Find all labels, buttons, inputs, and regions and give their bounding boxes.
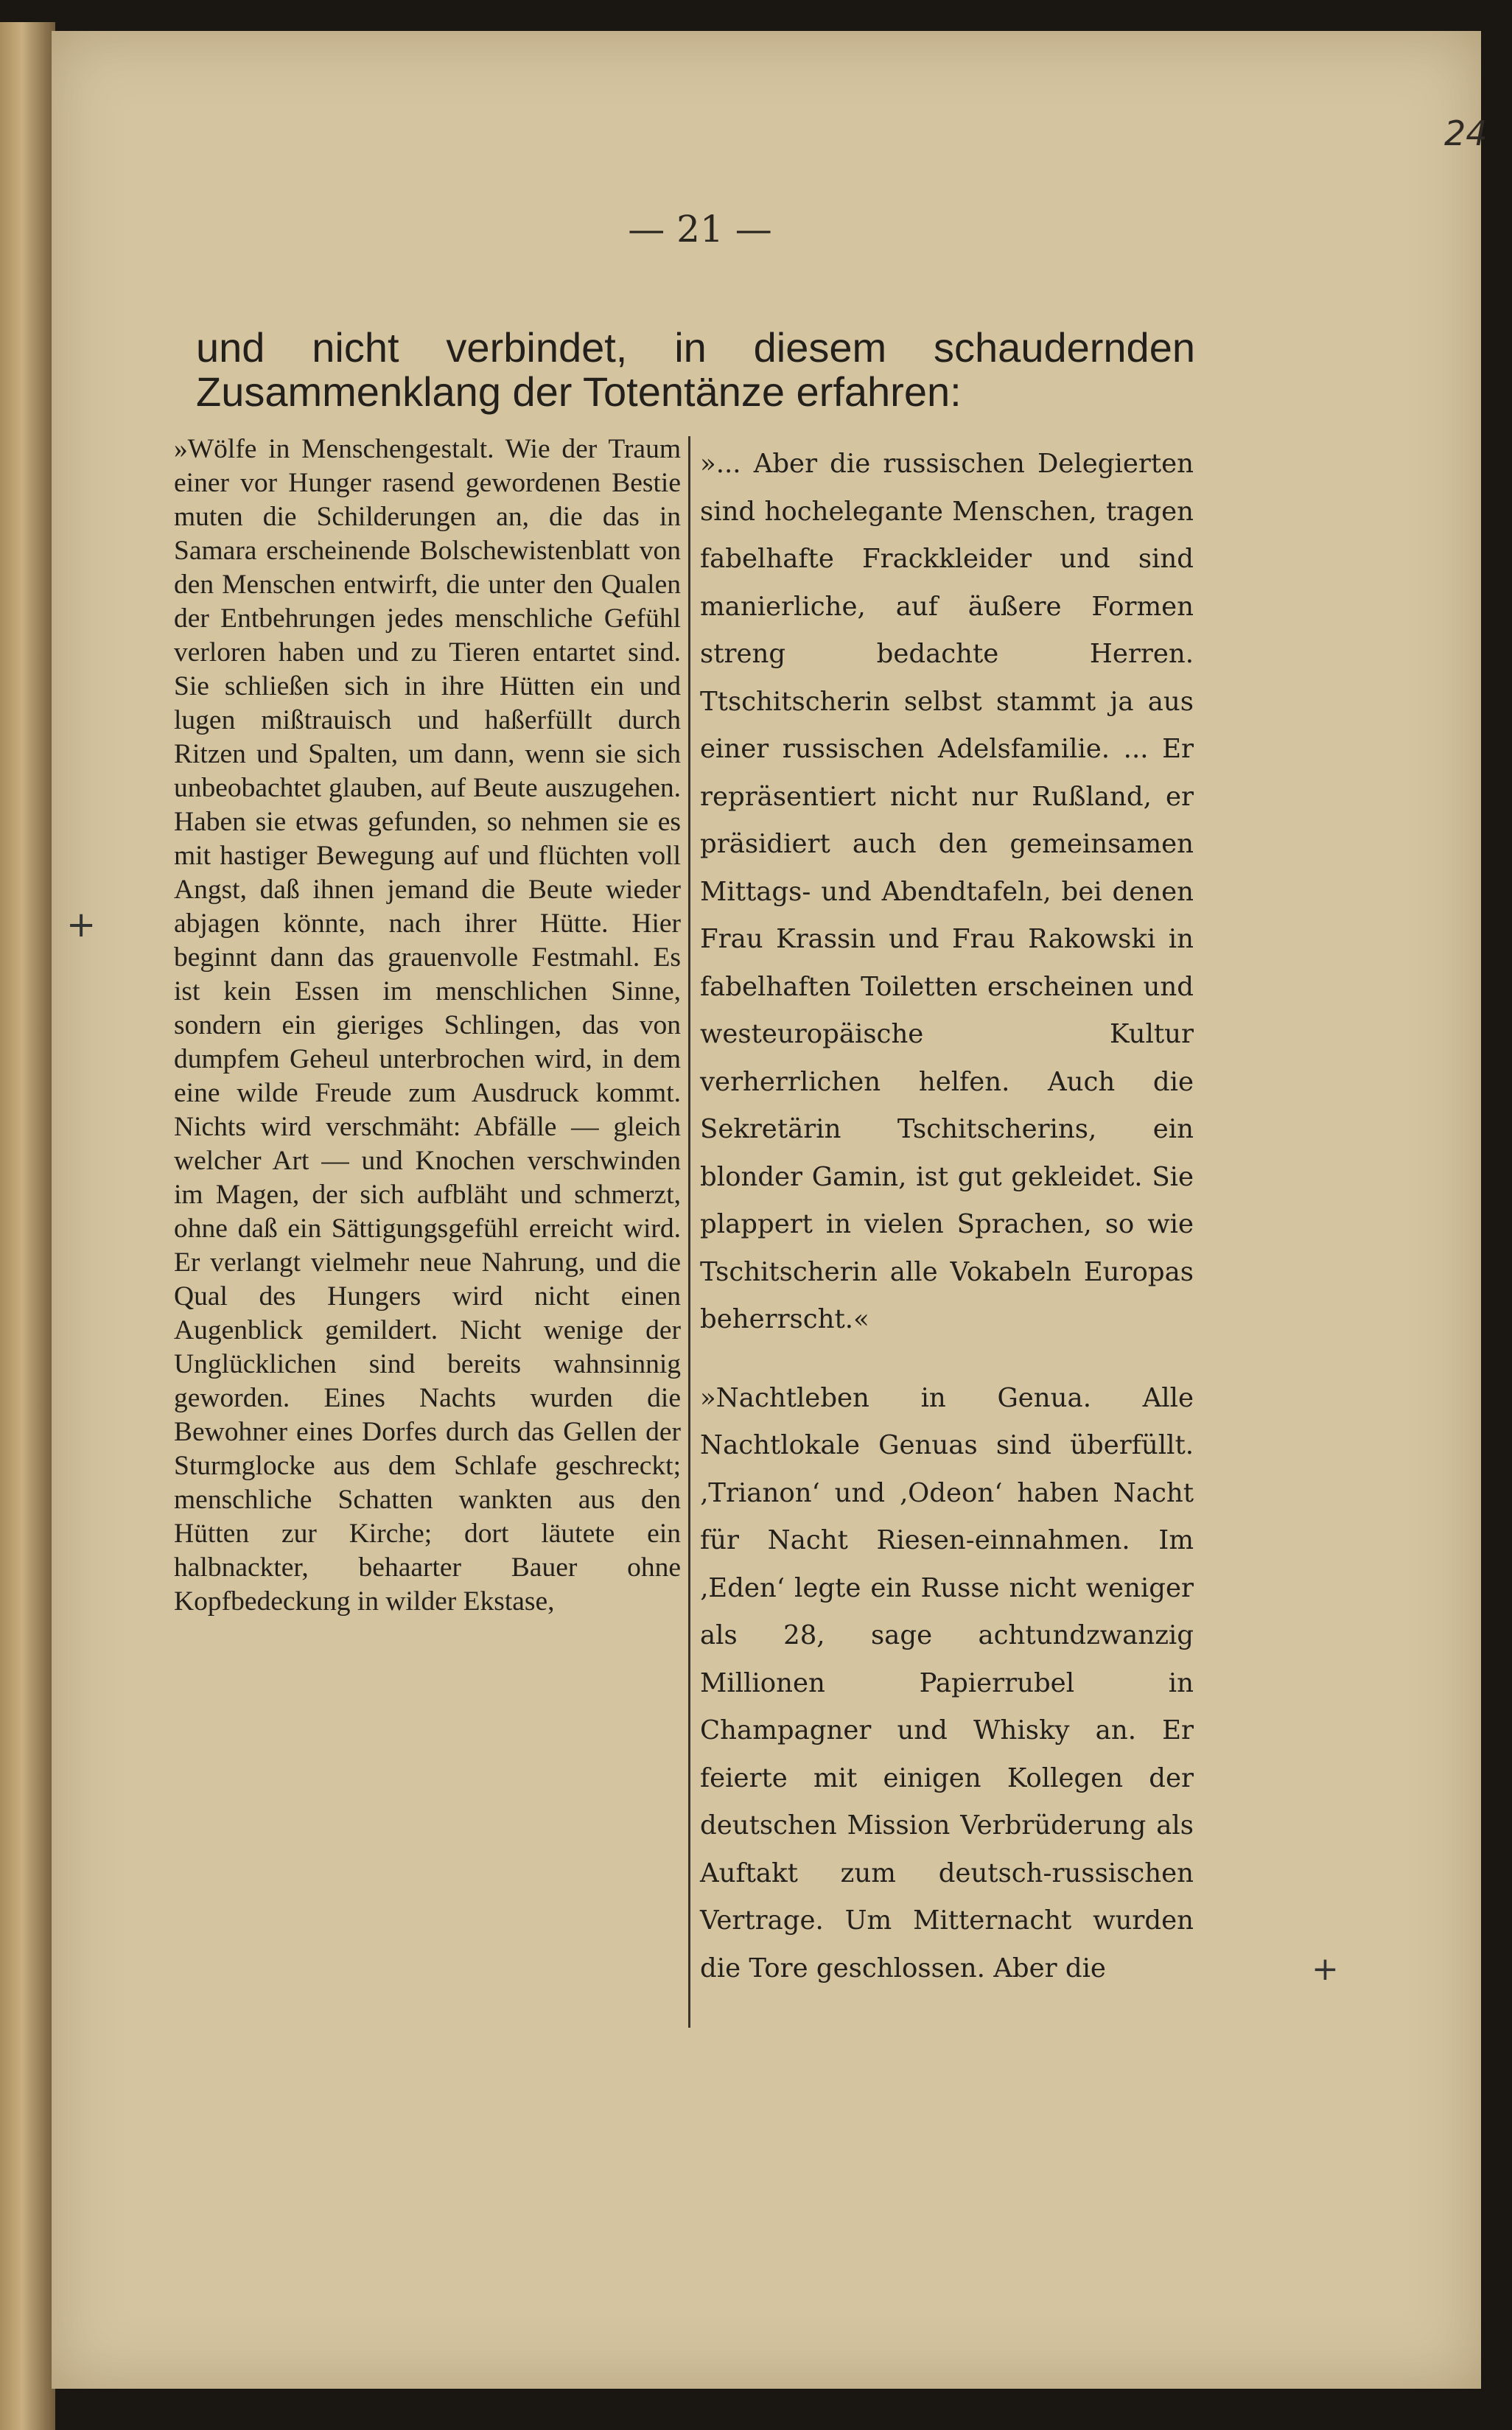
page-number: — 21 —	[628, 208, 772, 251]
right-column-paragraph-2: »Nachtleben in Genua. Alle Nachtlokale Genuas sind überfüllt. ‚Trianon‘ und ‚Odeon‘ haben Nacht für Nacht Riesen-einnahmen. Im ‚Eden‘ legte ein Russe nicht weniger als 28, sage achtundzwanzig Millionen Papierrubel in Champagner und Whisky an. Er feierte mit einigen Kollegen der deutschen Mission Verbrüderung als Auftakt zum deutsch-russischen Vertrage. Um Mitternacht wurden die Tore geschlossen. Aber die	[700, 1382, 1194, 1983]
right-column-paragraph-1: »... Aber die russischen Delegierten sind hochelegante Menschen, tragen fabelhafte Frackkleider und sind manierliche, auf äußere Formen streng bedachte Herren. Ttschitscherin selbst stammt ja aus einer russischen Adelsfamilie. ... Er repräsentiert nicht nur Rußland, er präsidiert auch den gemeinsamen Mittags- und Abendtafeln, bei denen Frau Krassin und Frau Rakowski in fabelhaften Toiletten erscheinen und westeuropäische Kultur verherrlichen helfen. Auch die Sekretärin Tschitscherins, ein blonder Gamin, ist gut gekleidet. Sie plappert in vielen Sprachen, so wie Tschitscherin alle Vokabeln Europas beherrscht.«	[700, 449, 1194, 1334]
left-margin-mark: +	[66, 904, 97, 945]
previous-page-edge	[0, 22, 55, 2430]
right-column	[700, 441, 1194, 1992]
book-page	[52, 31, 1488, 2389]
left-column-text: »Wölfe in Menschengestalt. Wie der Traum einer vor Hunger rasend gewordenen Bestie muten die Schilderungen an, die das in Samara erscheinende Bolschewistenblatt von den Menschen entwirft, die unter den Qualen der Entbehrungen jedes menschliche Gefühl verloren haben und zu Tieren entartet sind. Sie schließen sich in ihre Hütten ein und lugen mißtrauisch und haßerfüllt durch Ritzen und Spalten, um dann, wenn sie sich unbeobachtet glauben, auf Beute auszugehen. Haben sie etwas gefunden, so nehmen sie es mit hastiger Bewegung auf und flüchten voll Angst, daß ihnen jemand die Beute wieder abjagen könnte, nach ihrer Hütte. Hier beginnt dann das grauenvolle Festmahl. Es ist kein Essen im menschlichen Sinne, sondern ein gieriges Schlingen, das von dumpfem Geheul unterbrochen wird, in dem eine wilde Freude zum Ausdruck kommt. Nichts wird verschmäht: Abfälle — gleich welcher Art — und Knochen verschwinden im Magen, der sich aufbläht und schmerzt, ohne daß ein Sättigungsgefühl erreicht wird. Er verlangt vielmehr neue Nahrung, und die Qual des Hungers wird nicht einen Augenblick gemildert. Nicht wenige der Unglücklichen sind bereits wahnsinnig geworden. Eines Nachts wurden die Bewohner eines Dorfes durch das Gellen der Sturmglocke aus dem Schlafe geschreckt; menschliche Schatten wankten aus den Hütten zur Kirche; dort läutete ein halbnackter, behaarter Bauer ohne Kopfbedeckung in wilder Ekstase,	[174, 434, 681, 1617]
handwritten-archive-number: 24	[1444, 113, 1488, 153]
right-margin-mark: +	[1312, 1950, 1339, 1988]
intro-paragraph: und nicht verbindet, in diesem schaudernden Zusammenklang der Totentänze erfahren:	[196, 324, 1195, 415]
column-divider	[688, 436, 690, 2028]
left-column	[174, 433, 681, 1619]
